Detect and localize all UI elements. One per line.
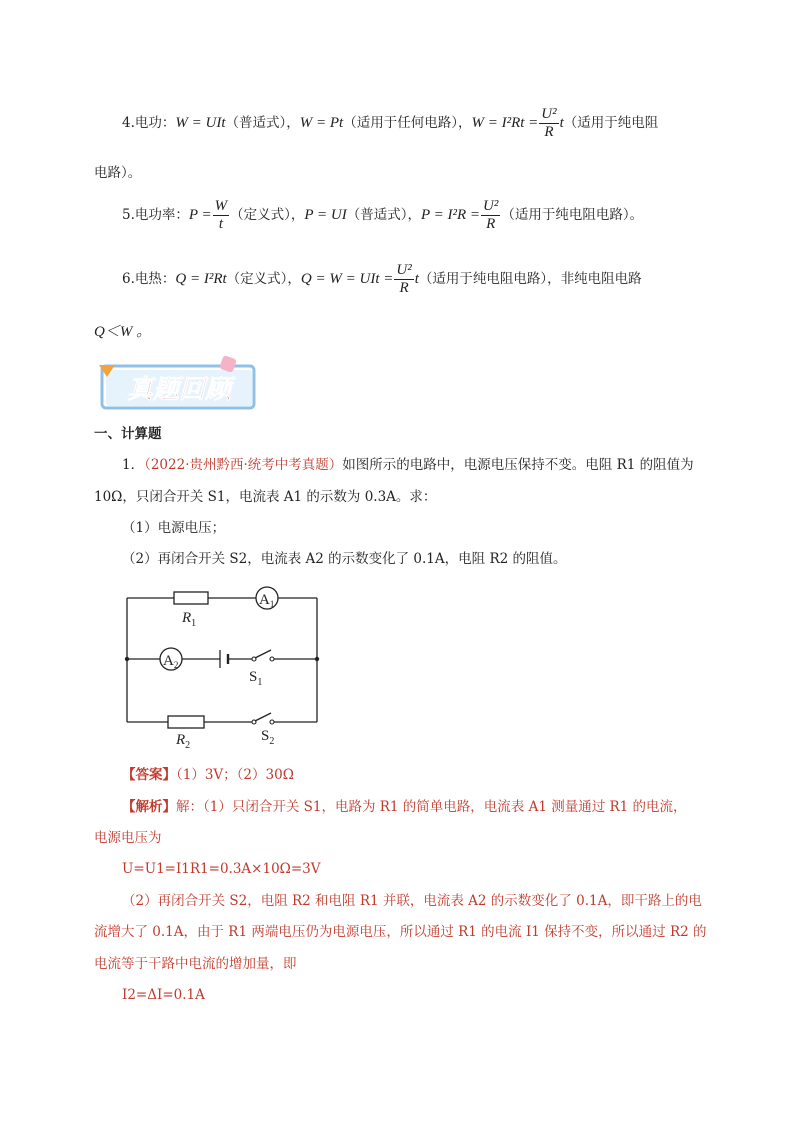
item4-note3: （适用于纯电阻: [563, 115, 659, 131]
item6-eq2: Q = W = UIt =: [300, 271, 394, 287]
label-r2-main: R: [176, 732, 186, 748]
label-r1-sub: 1: [191, 618, 197, 629]
item5-note1: （定义式），: [230, 207, 305, 223]
answer-line: [122, 765, 294, 785]
item5-note3: （适用于纯电阻电路）。: [501, 207, 644, 223]
analysis-eq-2: I2=ΔI=0.1A: [122, 987, 205, 1003]
section-banner: [93, 355, 263, 413]
switch-s2-contact: [270, 720, 274, 724]
section-heading: 一、计算题: [94, 426, 162, 442]
item5-fraction-2: [481, 198, 500, 233]
item4-note1: （普适式），: [225, 115, 300, 131]
question-sub-2: （2）再闭合开关 S2，电流表 A2 的示数变化了 0.1A，电阻 R2 的阻值。: [122, 551, 567, 567]
formula-item-4: [122, 106, 658, 146]
question-line-1: [122, 455, 694, 475]
question-sub-1: （1）电源电压；: [122, 520, 226, 536]
label-a2-main: A: [163, 653, 174, 669]
resistor-r2: [168, 716, 204, 728]
item4-continuation: 电路）。: [94, 165, 142, 181]
banner-title: 真题回顾: [126, 375, 232, 405]
item4-eq1: W = UIt: [175, 115, 226, 131]
item4-eq3-tail: t: [559, 115, 564, 131]
item5-frac1-num: W: [214, 198, 228, 214]
label-a1-sub: 1: [269, 599, 275, 609]
item6-prefix: 6.电热：: [122, 271, 176, 287]
item6-eq2-tail: t: [414, 271, 419, 287]
item6-continuation: Q＜W 。: [94, 324, 152, 340]
analysis-text-1: 解：（1）只闭合开关 S1，电路为 R1 的简单电路，电流表 A1 测量通过 R1 的电流，: [176, 799, 687, 815]
item5-fraction-1: [213, 198, 230, 233]
label-s1-main: S: [249, 669, 258, 685]
label-r2-sub: 2: [185, 740, 191, 751]
label-s1-sub: 1: [257, 677, 263, 688]
item6-frac-num: U²: [396, 262, 412, 278]
item6-note1: （定义式），: [226, 271, 301, 287]
analysis-label: 【解析】: [122, 799, 176, 815]
analysis-line-4: 流增大了 0.1A，由于 R1 两端电压仍为电源电压，所以通过 R1 的电流 I1 保持不变，所以通过 R2 的: [94, 924, 707, 940]
item6-frac-den: R: [394, 279, 413, 297]
question-number: 1．: [122, 457, 145, 473]
switch-s2-blade: [255, 713, 271, 721]
switch-s1-contact: [270, 657, 274, 661]
answer-label: 【答案】: [122, 767, 176, 783]
label-a2-sub: 2: [173, 660, 179, 670]
item4-eq3: W = I²Rt =: [471, 115, 539, 131]
label-r2: [175, 732, 190, 751]
item5-note2: （普适式），: [346, 207, 421, 223]
item5-frac2-den: R: [481, 215, 500, 233]
item5-frac2-num: U²: [483, 198, 499, 214]
item5-eq2: P = UI: [304, 207, 347, 223]
item4-note2: （适用于任何电路），: [343, 115, 472, 131]
label-s2-main: S: [261, 728, 270, 744]
item5-eq3: P = I²R =: [421, 207, 481, 223]
label-s2: [261, 728, 274, 747]
item5-prefix: 5.电功率：: [122, 207, 189, 223]
label-r1: [181, 610, 196, 629]
banner-graphic: [93, 355, 263, 413]
question-text-1: 如图所示的电路中，电源电压保持不变。电阻 R1 的阻值为: [342, 457, 694, 473]
item6-fraction: [394, 262, 413, 297]
switch-s1-blade: [255, 650, 271, 658]
analysis-line-3: （2）再闭合开关 S2，电阻 R2 和电阻 R1 并联，电流表 A2 的示数变化了 0.1A，即干路上的电: [122, 893, 702, 909]
item6-eq1: Q = I²Rt: [175, 271, 227, 287]
analysis-eq-1: U=U1=I1R1=0.3A×10Ω=3V: [122, 861, 321, 877]
resistor-r1: [174, 592, 208, 604]
answer-text: （1）3V；（2）30Ω: [176, 767, 294, 783]
analysis-line-1: [122, 797, 687, 817]
junction-right: [315, 657, 319, 661]
label-r1-main: R: [182, 610, 192, 626]
item4-frac-num: U²: [541, 106, 557, 122]
label-a1-main: A: [259, 592, 270, 608]
formula-item-5: [122, 198, 643, 233]
item4-prefix: 4.电功：: [122, 115, 176, 131]
item5-eq1-lhs: P =: [188, 207, 212, 223]
label-s2-sub: 2: [269, 736, 275, 747]
analysis-line-2: 电源电压为: [94, 830, 162, 846]
label-s1: [249, 669, 262, 688]
item4-eq2: W = Pt: [299, 115, 344, 131]
item6-note2: （适用于纯电阻电路），非纯电阻电路: [418, 271, 642, 287]
question-line-2: 10Ω，只闭合开关 S1，电流表 A1 的示数为 0.3A。求：: [94, 489, 437, 505]
item5-frac1-den: t: [213, 215, 230, 233]
item4-fraction: [539, 106, 558, 141]
item4-frac-den: R: [539, 123, 558, 141]
question-source: （2022·贵州黔西·统考中考真题）: [144, 457, 343, 473]
formula-item-6: [122, 262, 642, 297]
analysis-line-5: 电流等于干路中电流的增加量，即: [94, 956, 297, 972]
junction-left: [125, 657, 129, 661]
circuit-diagram: [118, 580, 328, 755]
